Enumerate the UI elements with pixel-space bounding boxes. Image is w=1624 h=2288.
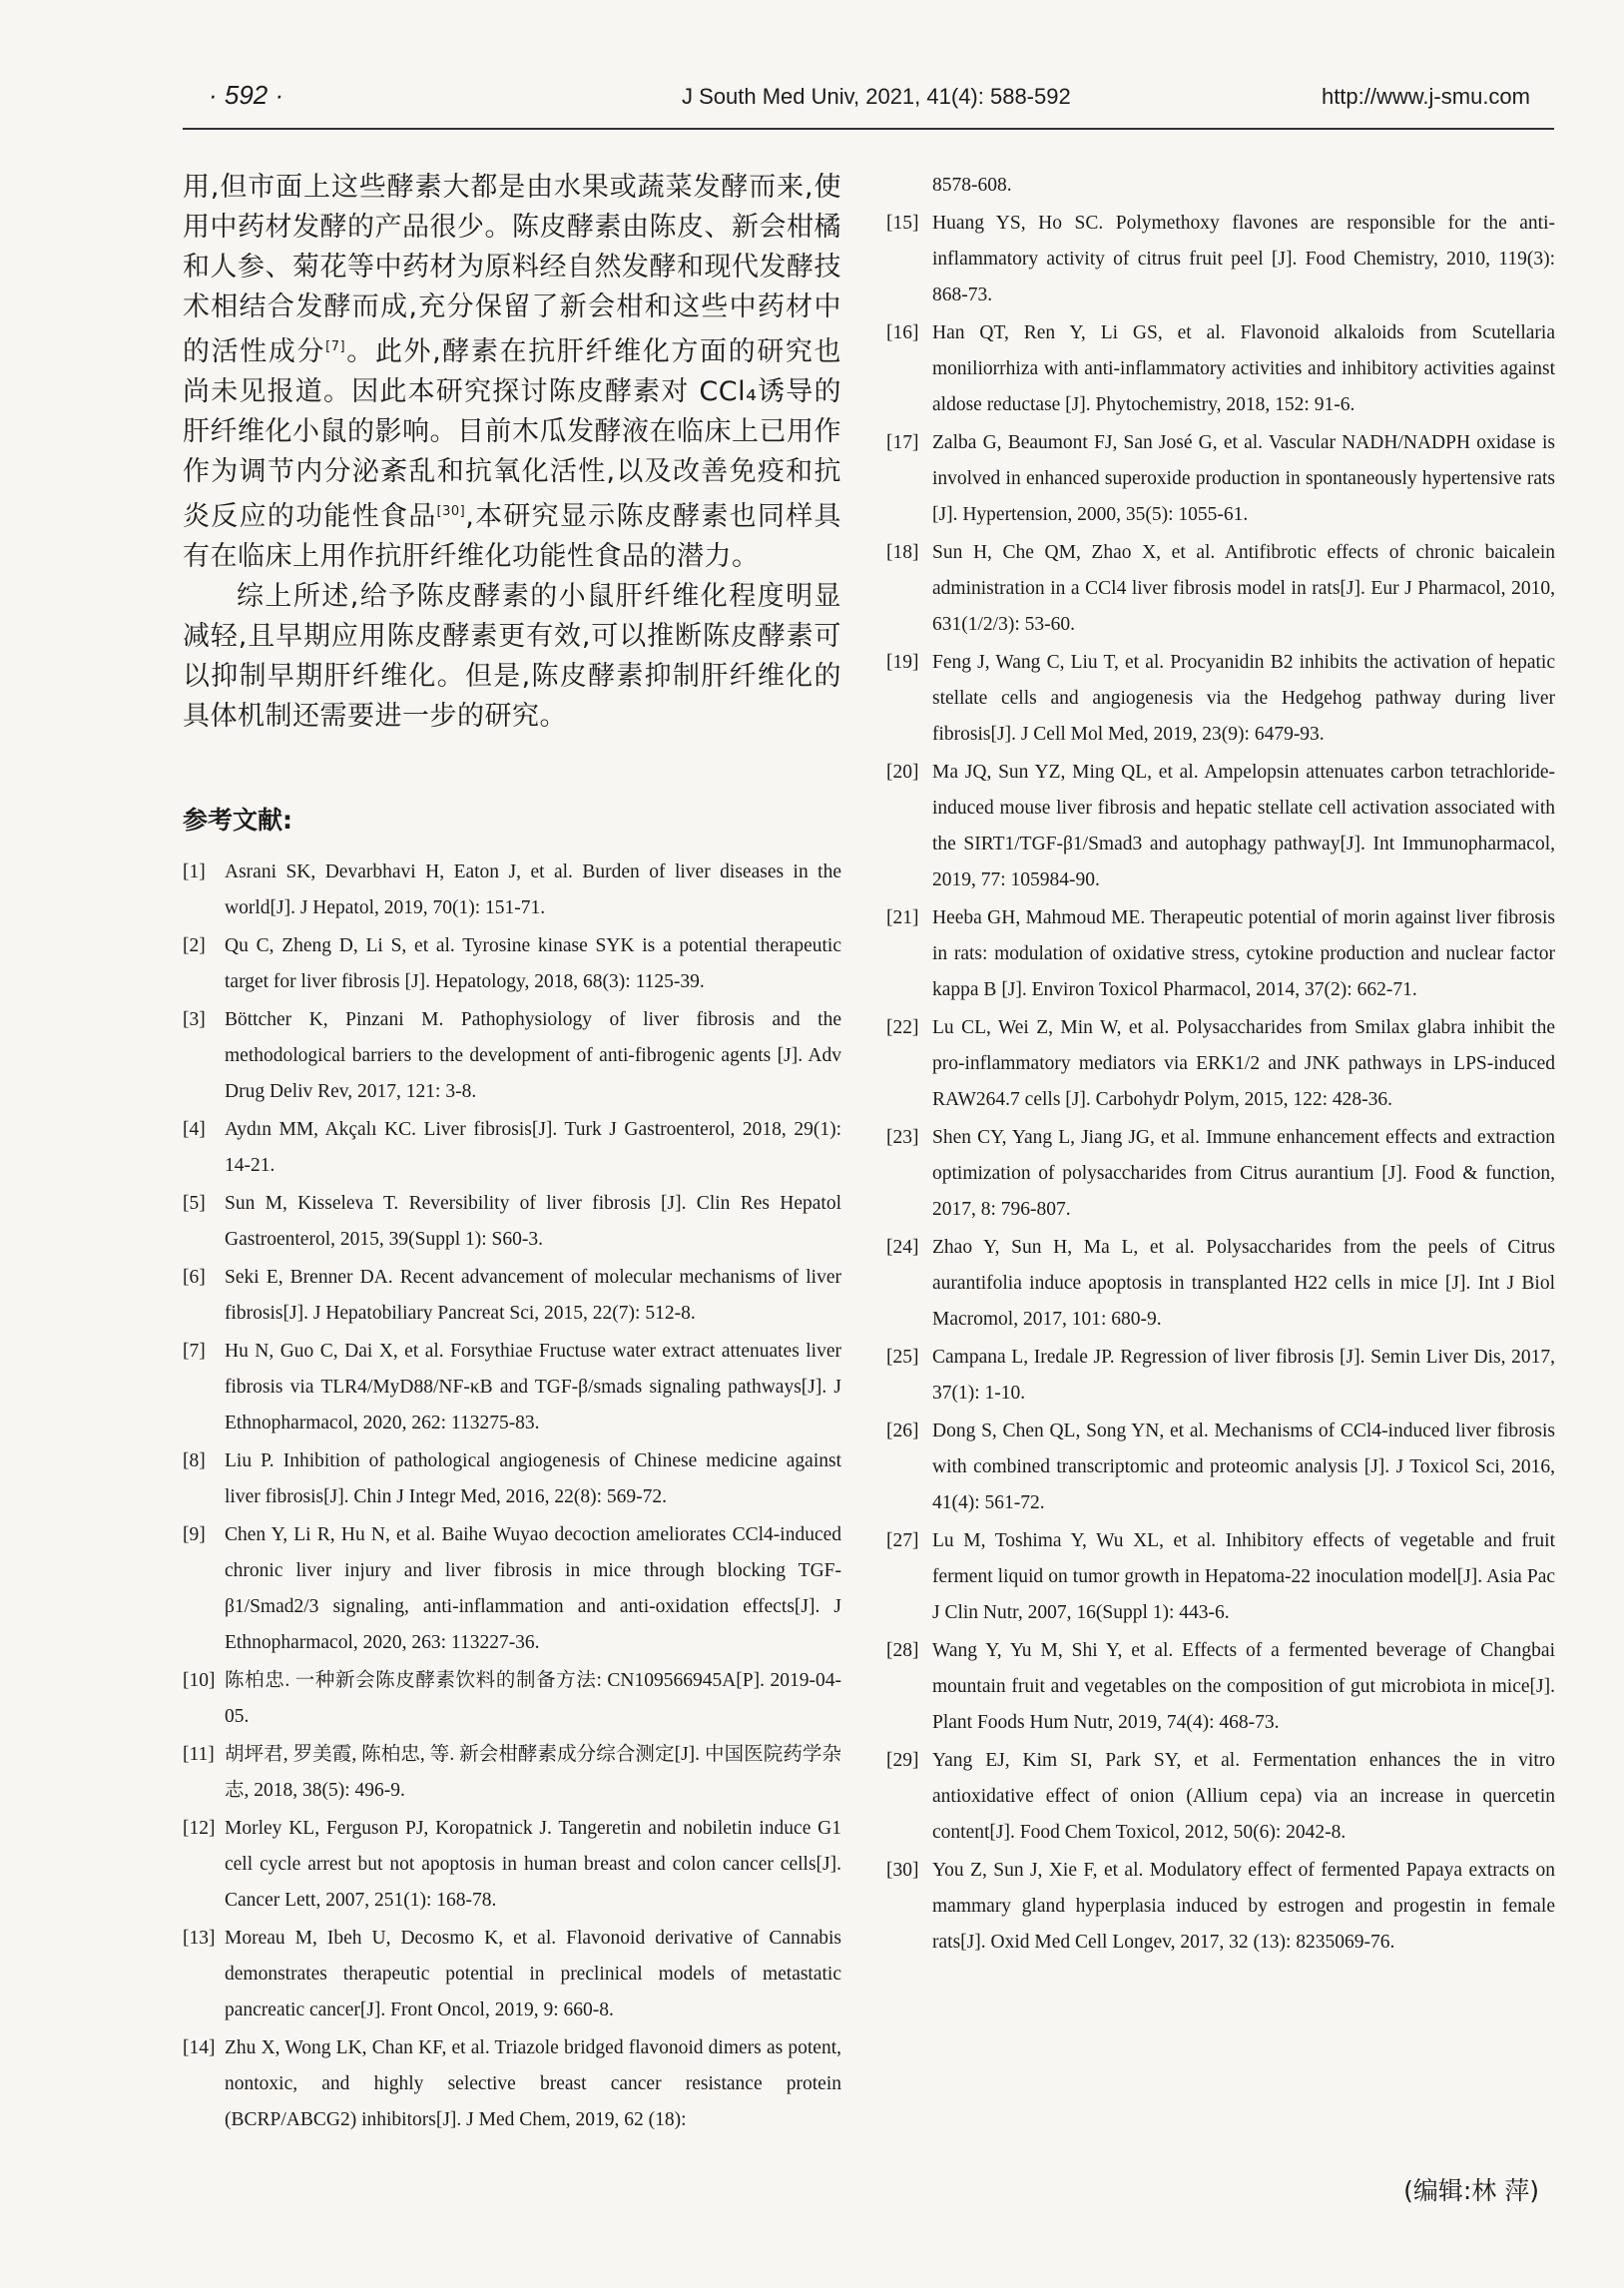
reference-item (183, 1737, 841, 1809)
reference-number: [24] (886, 1237, 919, 1258)
reference-number: [4] (183, 1119, 206, 1140)
reference-text: 胡坪君, 罗美霞, 陈柏忠, 等. 新会柑酵素成分综合测定[J]. 中国医院药学杂志, 2018, 38(5): 496-9. (225, 1744, 841, 1801)
reference-text: 陈柏忠. 一种新会陈皮酵素饮料的制备方法: CN109566945A[P]. 2019-04-05. (225, 1670, 841, 1727)
reference-item (886, 1633, 1555, 1741)
reference-continuation: 8578-608. (932, 175, 1012, 196)
reference-number: [20] (886, 762, 919, 783)
reference-number: [3] (183, 1009, 206, 1030)
reference-text: Hu N, Guo C, Dai X, et al. Forsythiae Fructuse water extract attenuates liver fibrosis via TLR4/MyD88/NF-κB and TGF-β/smads signaling pathways[J]. J Ethnopharmacol, 2020, 262: 113275-83. (225, 1341, 841, 1433)
reference-number: [10] (183, 1670, 216, 1691)
reference-text: Asrani SK, Devarbhavi H, Eaton J, et al. Burden of liver diseases in the world[J]. J Hepatol, 2019, 70(1): 151-71. (225, 861, 841, 918)
reference-item (183, 1334, 841, 1441)
reference-number: [23] (886, 1127, 919, 1148)
reference-item (886, 645, 1555, 753)
reference-item (183, 928, 841, 1000)
reference-number: [21] (886, 907, 919, 928)
reference-item (886, 1340, 1555, 1412)
reference-number: [5] (183, 1193, 206, 1214)
reference-item (886, 206, 1555, 313)
reference-text: Sun H, Che QM, Zhao X, et al. Antifibrotic effects of chronic baicalein administration in a CCl4 liver fibrosis model in rats[J]. Eur J Pharmacol, 2010, 631(1/2/3): 53-60. (932, 542, 1555, 635)
reference-item (886, 1523, 1555, 1631)
reference-text: Lu CL, Wei Z, Min W, et al. Polysaccharides from Smilax glabra inhibit the pro-inflammatory mediators via ERK1/2 and JNK pathways in LPS-induced RAW264.7 cells [J]. Carbohydr Polym, 2015, 122: 428-36. (932, 1017, 1555, 1110)
reference-text: Böttcher K, Pinzani M. Pathophysiology of liver fibrosis and the methodological barriers to the development of anti-fibrogenic agents [J]. Adv Drug Deliv Rev, 2017, 121: 3-8. (225, 1009, 841, 1102)
reference-item (183, 1112, 841, 1184)
reference-item (886, 315, 1555, 423)
reference-number: [13] (183, 1928, 216, 1949)
reference-text: Seki E, Brenner DA. Recent advancement of molecular mechanisms of liver fibrosis[J]. J Hepatobiliary Pancreat Sci, 2015, 22(7): 512-8. (225, 1267, 841, 1324)
reference-list-right (886, 206, 1555, 1961)
reference-text: Sun M, Kisseleva T. Reversibility of liver fibrosis [J]. Clin Res Hepatol Gastroenterol, 2015, 39(Suppl 1): S60-3. (225, 1193, 841, 1250)
reference-number: [19] (886, 652, 919, 673)
reference-number: [27] (886, 1530, 919, 1551)
reference-item (886, 1010, 1555, 1118)
reference-number: [9] (183, 1524, 206, 1545)
reference-text: Campana L, Iredale JP. Regression of liver fibrosis [J]. Semin Liver Dis, 2017, 37(1): 1-10. (932, 1347, 1555, 1404)
reference-number: [18] (886, 542, 919, 563)
reference-item (886, 1120, 1555, 1228)
reference-number: [12] (183, 1818, 216, 1839)
references-heading: 参考文献: (183, 806, 292, 835)
reference-item (183, 1186, 841, 1258)
reference-text: Shen CY, Yang L, Jiang JG, et al. Immune enhancement effects and extraction optimization of polysaccharides from Citrus aurantium [J]. Food & function, 2017, 8: 796-807. (932, 1127, 1555, 1220)
reference-text: Dong S, Chen QL, Song YN, et al. Mechanisms of CCl4-induced liver fibrosis with combined transcriptomic and proteomic analysis [J]. J Toxicol Sci, 2016, 41(4): 561-72. (932, 1421, 1555, 1513)
reference-number: [7] (183, 1341, 206, 1362)
reference-text: Huang YS, Ho SC. Polymethoxy flavones are responsible for the anti-inflammatory activity of citrus fruit peel [J]. Food Chemistry, 2010, 119(3): 868-73. (932, 213, 1555, 305)
body-paragraph-2: 综上所述,给予陈皮酵素的小鼠肝纤维化程度明显减轻,且早期应用陈皮酵素更有效,可以推断陈皮酵素可以抑制早期肝纤维化。但是,陈皮酵素抑制肝纤维化的具体机制还需要进一步的研究。 (183, 581, 841, 732)
citation-7: [7] (325, 339, 346, 354)
reference-number: [6] (183, 1267, 206, 1288)
reference-number: [14] (183, 2037, 216, 2058)
reference-text: Liu P. Inhibition of pathological angiogenesis of Chinese medicine against liver fibrosis[J]. Chin J Integr Med, 2016, 22(8): 569-72. (225, 1450, 841, 1507)
reference-text: Chen Y, Li R, Hu N, et al. Baihe Wuyao decoction ameliorates CCl4-induced chronic liver injury and liver fibrosis in mice through blocking TGF-β1/Smad2/3 signaling, anti-inflammation and anti-oxidation effects[J]. J Ethnopharmacol, 2020, 263: 113227-36. (225, 1524, 841, 1653)
reference-text: Yang EJ, Kim SI, Park SY, et al. Fermentation enhances the in vitro antioxidative effect of onion (Allium cepa) via an increase in quercetin content[J]. Food Chem Toxicol, 2012, 50(6): 2042-8. (932, 1750, 1555, 1843)
reference-number: [28] (886, 1640, 919, 1661)
reference-text: Ma JQ, Sun YZ, Ming QL, et al. Ampelopsin attenuates carbon tetrachloride-induced mouse liver fibrosis and hepatic stellate cell activation associated with the SIRT1/TGF-β1/Smad3 and autophagy pathway[J]. Int Immunopharmacol, 2019, 77: 105984-90. (932, 762, 1555, 890)
reference-number: [22] (886, 1017, 919, 1038)
body-paragraph-1: 用,但市面上这些酵素大都是由水果或蔬菜发酵而来,使用中药材发酵的产品很少。陈皮酵素由陈皮、新会柑橘和人参、菊花等中药材为原料经自然发酵和现代发酵技术相结合发酵而成,充分保留了新会柑和这些中药材中的活性成分[7]。此外,酵素在抗肝纤维化方面的研究也尚未见报道。因此本研究探讨陈皮酵素对 CCl₄诱导的肝纤维化小鼠的影响。目前木瓜发酵液在临床上已用作作为调节内分泌紊乱和抗氧化活性,以及改善免疫和抗炎反应的功能性食品[30],本研究显示陈皮酵素也同样具有在临床上用作抗肝纤维化功能性食品的潜力。 (183, 172, 841, 572)
reference-text: Moreau M, Ibeh U, Decosmo K, et al. Flavonoid derivative of Cannabis demonstrates therapeutic potential in preclinical models of metastatic pancreatic cancer[J]. Front Oncol, 2019, 9: 660-8. (225, 1928, 841, 2020)
reference-item (183, 2030, 841, 2138)
reference-item (886, 900, 1555, 1008)
reference-item (886, 1230, 1555, 1338)
reference-text: Zalba G, Beaumont FJ, San José G, et al. Vascular NADH/NADPH oxidase is involved in enhanced superoxide production in spontaneously hypertensive rats [J]. Hypertension, 2000, 35(5): 1055-61. (932, 432, 1555, 525)
right-column (886, 168, 1555, 1963)
reference-text: Heeba GH, Mahmoud ME. Therapeutic potential of morin against liver fibrosis in rats: modulation of oxidative stress, cytokine production and nuclear factor kappa B [J]. Environ Toxicol Pharmacol, 2014, 37(2): 662-71. (932, 907, 1555, 1000)
reference-item (886, 755, 1555, 898)
reference-item (183, 1517, 841, 1661)
journal-citation: J South Med Univ, 2021, 41(4): 588-592 (682, 84, 1071, 109)
reference-number: [26] (886, 1421, 919, 1441)
reference-text: Aydın MM, Akçalı KC. Liver fibrosis[J]. Turk J Gastroenterol, 2018, 29(1): 14-21. (225, 1119, 841, 1176)
reference-number: [25] (886, 1347, 919, 1368)
reference-item (886, 1414, 1555, 1521)
reference-item (886, 1743, 1555, 1851)
reference-item (183, 1260, 841, 1332)
reference-text: Feng J, Wang C, Liu T, et al. Procyanidin B2 inhibits the activation of hepatic stellate cells and angiogenesis via the Hedgehog pathway during liver fibrosis[J]. J Cell Mol Med, 2019, 23(9): 6479-93. (932, 652, 1555, 745)
reference-text: Zhao Y, Sun H, Ma L, et al. Polysaccharides from the peels of Citrus aurantifolia induce apoptosis in transplanted H22 cells in mice [J]. Int J Biol Macromol, 2017, 101: 680-9. (932, 1237, 1555, 1330)
reference-item (886, 1853, 1555, 1961)
reference-item (886, 425, 1555, 533)
reference-number: [15] (886, 213, 919, 234)
reference-list-left (183, 855, 841, 2138)
reference-number: [8] (183, 1450, 206, 1471)
reference-text: You Z, Sun J, Xie F, et al. Modulatory effect of fermented Papaya extracts on mammary gland hyperplasia induced by estrogen and progestin in female rats[J]. Oxid Med Cell Longev, 2017, 32 (13): 8235069-76. (932, 1860, 1555, 1953)
reference-text: Han QT, Ren Y, Li GS, et al. Flavonoid alkaloids from Scutellaria moniliorrhiza with anti-inflammatory activities and inhibitory activities against aldose reductase [J]. Phytochemistry, 2018, 152: 91-6. (932, 322, 1555, 415)
left-column (183, 168, 841, 2140)
reference-item (886, 535, 1555, 643)
page-header (183, 78, 1554, 130)
reference-text: Qu C, Zheng D, Li S, et al. Tyrosine kinase SYK is a potential therapeutic target for liver fibrosis [J]. Hepatology, 2018, 68(3): 1125-39. (225, 935, 841, 992)
reference-item (183, 1443, 841, 1515)
reference-number: [11] (183, 1744, 215, 1765)
reference-number: [17] (886, 432, 919, 453)
reference-item (183, 1002, 841, 1110)
reference-item (183, 855, 841, 926)
editor-note: (编辑:林 萍) (1403, 2176, 1539, 2205)
reference-text: Lu M, Toshima Y, Wu XL, et al. Inhibitory effects of vegetable and fruit ferment liquid on tumor growth in Hepatoma-22 inoculation model[J]. Asia Pac J Clin Nutr, 2007, 16(Suppl 1): 443-6. (932, 1530, 1555, 1623)
reference-number: [30] (886, 1860, 919, 1881)
citation-30: [30] (436, 504, 466, 519)
reference-item (183, 1921, 841, 2028)
reference-text: Morley KL, Ferguson PJ, Koropatnick J. Tangeretin and nobiletin induce G1 cell cycle arrest but not apoptosis in human breast and colon cancer cells[J]. Cancer Lett, 2007, 251(1): 168-78. (225, 1818, 841, 1911)
reference-number: [29] (886, 1750, 919, 1771)
reference-number: [2] (183, 935, 206, 956)
reference-item (183, 1663, 841, 1735)
reference-number: [1] (183, 861, 206, 882)
reference-item (183, 1811, 841, 1919)
journal-url: http://www.j-smu.com (1321, 84, 1530, 109)
reference-text: Zhu X, Wong LK, Chan KF, et al. Triazole bridged flavonoid dimers as potent, nontoxic, and highly selective breast cancer resistance protein (BCRP/ABCG2) inhibitors[J]. J Med Chem, 2019, 62 (18): (225, 2037, 841, 2130)
page-number: · 592 · (209, 80, 284, 110)
reference-text: Wang Y, Yu M, Shi Y, et al. Effects of a fermented beverage of Changbai mountain fruit and vegetables on the composition of gut microbiota in mice[J]. Plant Foods Hum Nutr, 2019, 74(4): 468-73. (932, 1640, 1555, 1733)
reference-number: [16] (886, 322, 919, 343)
